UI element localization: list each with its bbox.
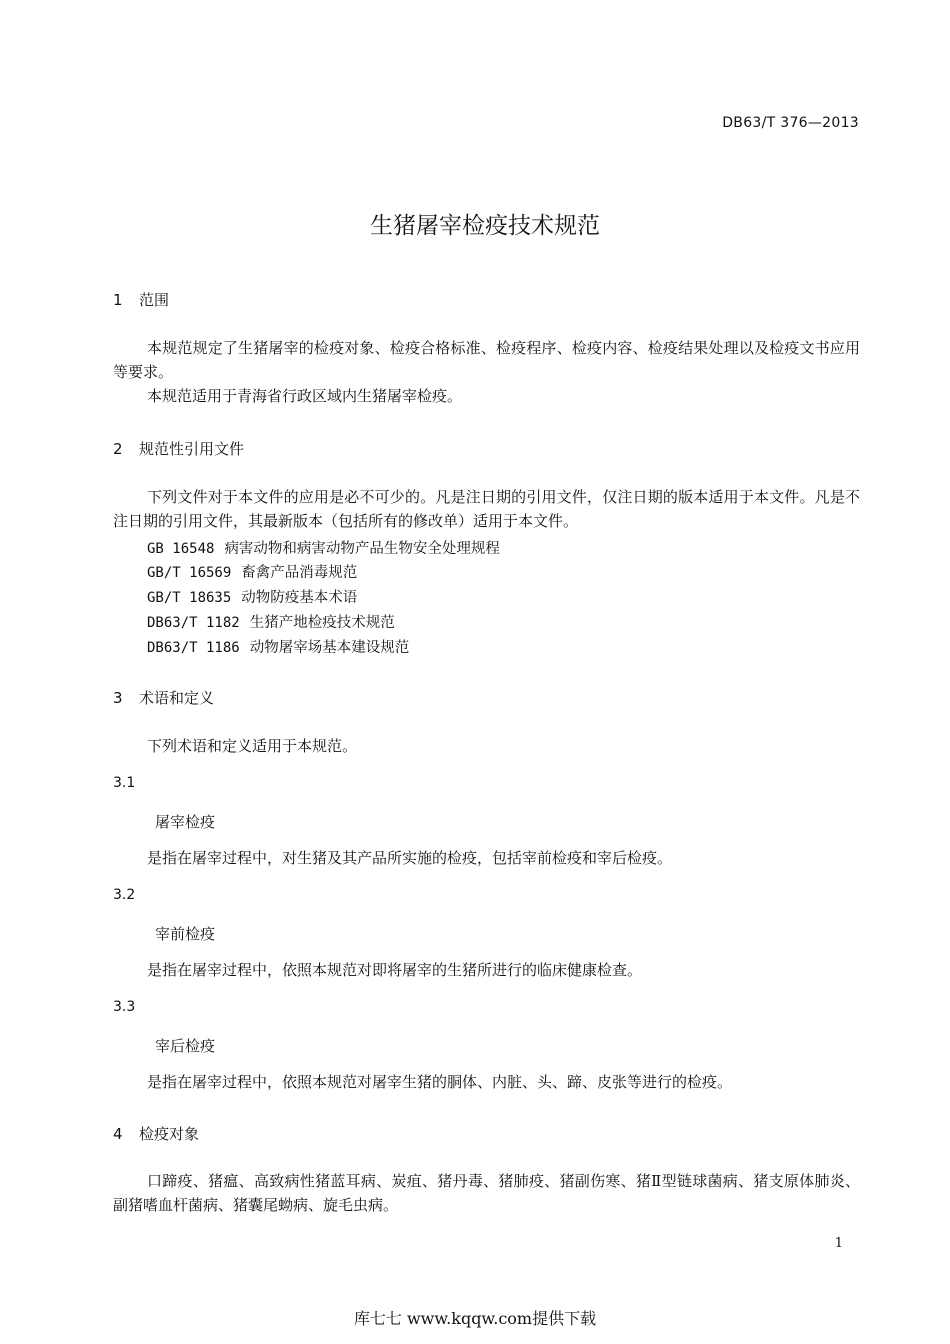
section-title: 规范性引用文件 — [139, 440, 245, 458]
section-number: 3 — [113, 689, 123, 707]
section-title: 检疫对象 — [139, 1125, 200, 1143]
term-title: 宰后检疫 — [155, 1037, 216, 1055]
section-heading-normative-references — [113, 438, 244, 459]
section-number: 4 — [113, 1125, 123, 1143]
reference-item — [147, 561, 357, 582]
section-heading-quarantine-objects — [113, 1123, 199, 1144]
section-title: 范围 — [139, 291, 170, 309]
term-number: 3.2 — [113, 887, 136, 903]
reference-name: 动物屠宰场基本建设规范 — [249, 640, 410, 656]
page-number: 1 — [834, 1236, 843, 1251]
term-number: 3.1 — [113, 775, 136, 791]
reference-code: GB 16548 — [147, 541, 215, 557]
reference-item — [147, 611, 395, 632]
reference-name: 病害动物和病害动物产品生物安全处理规程 — [224, 541, 500, 557]
reference-item — [147, 537, 500, 558]
document-title: 生猪屠宰检疫技术规范 — [370, 213, 600, 239]
reference-code: GB/T 18635 — [147, 590, 232, 606]
reference-item — [147, 636, 409, 657]
scope-paragraph-2: 本规范适用于青海省行政区域内生猪屠宰检疫。 — [147, 387, 463, 405]
section-number: 2 — [113, 440, 123, 458]
section-heading-terms — [113, 687, 214, 708]
reference-name: 生猪产地检疫技术规范 — [249, 615, 395, 631]
reference-code: DB63/T 1186 — [147, 640, 240, 656]
section-number: 1 — [113, 291, 123, 309]
references-paragraph: 下列文件对于本文件的应用是必不可少的。凡是注日期的引用文件，仅注日期的版本适用于本文件。凡是不注日期的引用文件，其最新版本（包括所有的修改单）适用于本文件。 — [113, 488, 860, 530]
reference-name: 畜禽产品消毒规范 — [241, 565, 358, 581]
quarantine-objects-paragraph: 口蹄疫、猪瘟、高致病性猪蓝耳病、炭疽、猪丹毒、猪肺疫、猪副伤寒、猪Ⅱ型链球菌病、猪支原体肺炎、副猪嗜血杆菌病、猪囊尾蚴病、旋毛虫病。 — [113, 1172, 860, 1214]
standard-code: DB63/T 376—2013 — [722, 115, 859, 131]
reference-name: 动物防疫基本术语 — [241, 590, 358, 606]
scope-paragraph-1: 本规范规定了生猪屠宰的检疫对象、检疫合格标准、检疫程序、检疫内容、检疫结果处理以及检疫文书应用等要求。 — [113, 339, 860, 381]
terms-intro-paragraph: 下列术语和定义适用于本规范。 — [147, 737, 358, 755]
term-definition: 是指在屠宰过程中，依照本规范对即将屠宰的生猪所进行的临床健康检查。 — [147, 961, 643, 979]
term-number: 3.3 — [113, 999, 136, 1015]
term-title: 宰前检疫 — [155, 925, 216, 943]
section-heading-scope — [113, 289, 169, 310]
download-footer: 库七七 www.kqqw.com提供下载 — [353, 1309, 597, 1328]
reference-code: DB63/T 1182 — [147, 615, 240, 631]
term-definition: 是指在屠宰过程中，对生猪及其产品所实施的检疫，包括宰前检疫和宰后检疫。 — [147, 849, 673, 867]
section-title: 术语和定义 — [139, 689, 215, 707]
term-definition: 是指在屠宰过程中，依照本规范对屠宰生猪的胴体、内脏、头、蹄、皮张等进行的检疫。 — [147, 1073, 733, 1091]
reference-item — [147, 586, 357, 607]
reference-code: GB/T 16569 — [147, 565, 232, 581]
term-title: 屠宰检疫 — [155, 813, 216, 831]
